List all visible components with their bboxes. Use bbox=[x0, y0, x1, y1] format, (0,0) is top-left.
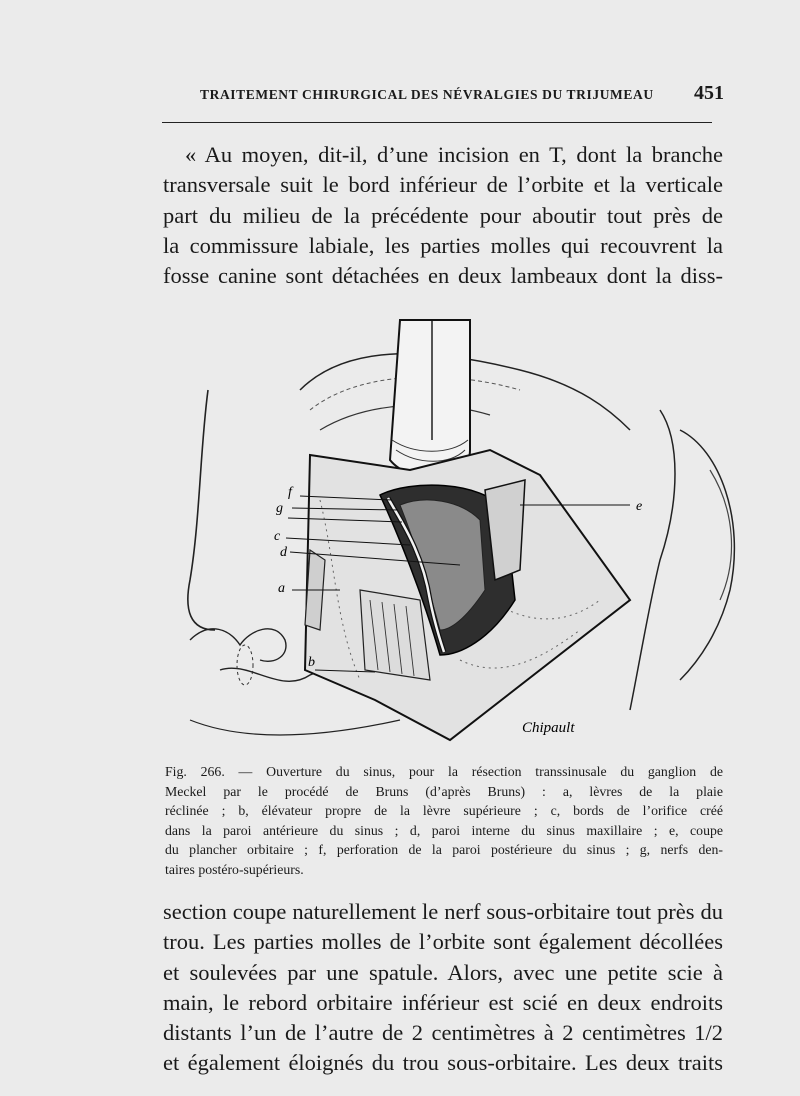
ear-outline bbox=[630, 410, 675, 710]
running-title: TRAITEMENT CHIRURGICAL DES NÉVRALGIES DU TRIJUMEAU bbox=[200, 87, 654, 102]
label-b: b bbox=[308, 655, 315, 670]
text-line: fosse canine sont détachées en deux lambeaux dont la diss- bbox=[163, 263, 723, 289]
text-line: la commissure labiale, les parties molles qui recouvrent la bbox=[163, 232, 723, 258]
caption-line: Fig. 266. — Ouverture du sinus, pour la résection transsinusale du ganglion de bbox=[165, 764, 723, 779]
artist-signature: Chipault bbox=[522, 720, 575, 736]
caption-line: taires postéro-supérieurs. bbox=[165, 861, 304, 877]
label-d: d bbox=[280, 545, 287, 560]
text-line: et soulevées par une spatule. Alors, avec une petite scie à bbox=[163, 959, 723, 985]
text-line: transversale suit le bord inférieur de l’orbite et la verticale bbox=[163, 172, 723, 198]
anatomical-illustration bbox=[160, 300, 760, 750]
bottom-paragraph bbox=[163, 897, 723, 1079]
caption-line: Meckel par le procédé de Bruns (d’après Bruns) : a, lèvres de la plaie bbox=[165, 783, 723, 799]
label-a: a bbox=[278, 581, 285, 596]
label-e: e bbox=[636, 499, 643, 514]
lip-line bbox=[190, 720, 400, 735]
figure-caption bbox=[165, 762, 723, 880]
text-line: et également éloignés du trou sous-orbitaire. Les deux traits bbox=[163, 1050, 723, 1076]
top-paragraph bbox=[163, 140, 723, 291]
text-line: « Au moyen, dit-il, d’une incision en T, dont la branche bbox=[185, 142, 723, 167]
nose-outline bbox=[188, 390, 215, 630]
page-header bbox=[200, 82, 724, 105]
label-c: c bbox=[274, 529, 281, 544]
header-rule bbox=[162, 122, 712, 123]
text-line: part du milieu de la précédente pour aboutir tout près de bbox=[163, 202, 723, 228]
caption-line: du plancher orbitaire ; f, perforation de la paroi postérieure du sinus ; g, nerfs den- bbox=[165, 842, 723, 858]
page-number: 451 bbox=[694, 82, 724, 104]
caption-line: réclinée ; b, élévateur propre de la lèvre supérieure ; c, bords de l’orifice créé bbox=[165, 803, 723, 819]
text-line: section coupe naturellement le nerf sous-orbitaire tout près du bbox=[163, 899, 723, 924]
caption-line: dans la paroi antérieure du sinus ; d, paroi interne du sinus maxillaire ; e, coupe bbox=[165, 822, 723, 838]
text-line: distants l’un de l’autre de 2 centimètres à 2 centimètres 1/2 bbox=[163, 1020, 723, 1046]
text-line: main, le rebord orbitaire inférieur est scié en deux endroits bbox=[163, 989, 723, 1015]
label-g: g bbox=[276, 501, 283, 516]
text-line: trou. Les parties molles de l’orbite sont également décollées bbox=[163, 929, 723, 955]
label-f: f bbox=[288, 485, 292, 500]
